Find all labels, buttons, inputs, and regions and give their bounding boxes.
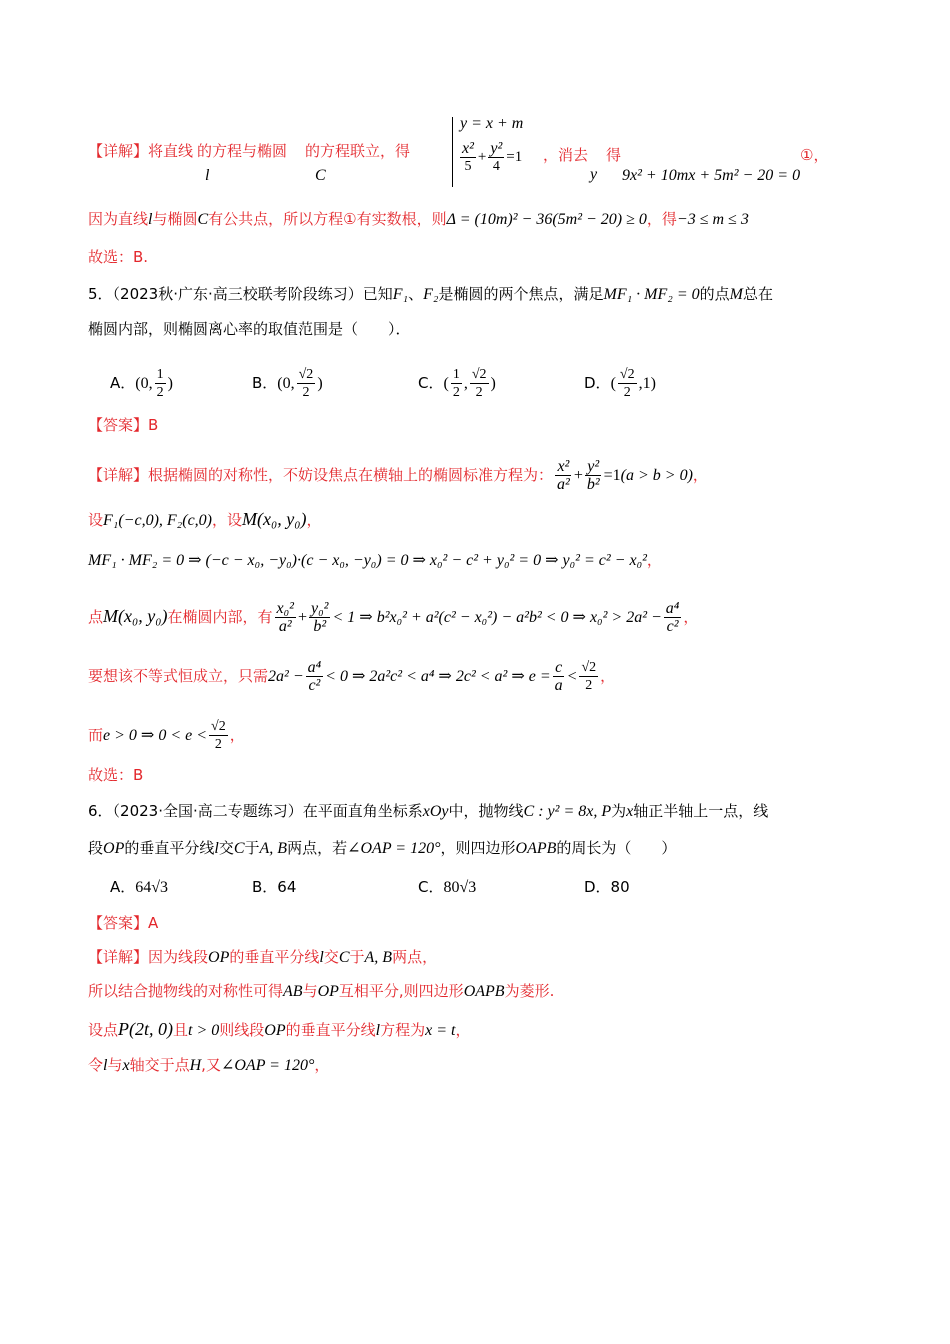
q6-stem-line1: 6．（2023·全国·高二专题练习）在平面直角坐标系xOy中，抛物线C : y² = 8x, P为x轴正半轴上一点，线 bbox=[88, 802, 769, 820]
q5-option-b[interactable]: B．(0, $\frac{√2}{2}$ ) bbox=[252, 367, 323, 400]
q4-var-y: y bbox=[590, 166, 598, 183]
q5-detail-line2: 设F₁(−c,0), F₂(c,0)，设M(x₀, y₀)， bbox=[88, 509, 322, 529]
q4-eliminate: ，消去 得 bbox=[543, 146, 622, 164]
q4-detail-text-c: 的方程联立，得 bbox=[305, 142, 411, 160]
q6-detail-line3: 设点P(2t, 0)且t > 0则线段OP的垂直平分线l方程为x = t， bbox=[88, 1019, 471, 1039]
q4-detail-text-b: 的方程与椭圆 bbox=[197, 142, 288, 160]
q4-line-l: l bbox=[205, 167, 210, 184]
q5-answer: 【答案】B bbox=[88, 416, 159, 434]
q5-detail-line5: 要想该不等式恒成立，只需2a² − $\frac{\text{a⁴}}{\text{c²}}$ < 0 ⇒ 2a²c² < a⁴ ⇒ 2c² < a² ⇒ e = $\frac{c}{a}$ < $\frac{√2}{2}$ ， bbox=[88, 659, 616, 694]
q6-option-c[interactable]: C．80√3 bbox=[418, 878, 477, 896]
q6-option-b[interactable]: B．64 bbox=[252, 878, 297, 896]
q6-stem-line2: 段OP的垂直平分线l交C于A, B两点，若∠OAP = 120°，则四边形OAPB的周长为（ ） bbox=[88, 839, 677, 857]
q5-detail-line6: 而e > 0 ⇒ 0 < e < $\frac{√2}{2}$ ， bbox=[88, 719, 245, 752]
q4-quadratic: 9x² + 10mx + 5m² − 20 = 0 bbox=[622, 167, 801, 184]
q5-choose: 故选：B bbox=[88, 766, 144, 784]
q4-system-eq2: $\frac{\text{x²}}{5}$ + $\frac{\text{y²}}{4}$ =1 bbox=[462, 140, 523, 174]
q6-option-d[interactable]: D．80 bbox=[584, 878, 630, 896]
q5-option-d[interactable]: D．( $\frac{√2}{2}$ ,1) bbox=[584, 367, 656, 400]
q6-option-a[interactable]: A．64√3 bbox=[110, 878, 169, 896]
q6-detail-line1: 【详解】因为线段OP的垂直平分线l交C于A, B两点， bbox=[88, 948, 438, 966]
q5-detail-line4: 点M(x₀, y₀)在椭圆内部，有 $\frac{\text{x₀²}}{\text{a²}}$ + $\frac{\text{y₀²}}{\text{b²}}$ < 1 ⇒ b²x₀² + a²(c² − x₀²) − a²b² < 0 ⇒ x₀² > 2a² − $\frac{\text{a⁴}}{\text{c²}}$ ， bbox=[88, 600, 699, 635]
q4-system-eq1: y = x + m bbox=[460, 115, 524, 132]
q5-option-c[interactable]: C．( $\frac{1}{2}$ , $\frac{√2}{2}$ ) bbox=[418, 367, 496, 400]
q5-stem-line2: 椭圆内部，则椭圆离心率的取值范围是（ ）． bbox=[88, 320, 411, 338]
q4-detail-line1 bbox=[88, 140, 410, 162]
q5-option-a[interactable]: A．(0, $\frac{1}{2}$ ) bbox=[110, 367, 173, 400]
q4-detail-line2: 因为直线l与椭圆C有公共点，所以方程①有实数根，则Δ = (10m)² − 36(5m² − 20) ≥ 0，得−3 ≤ m ≤ 3 bbox=[88, 210, 749, 228]
q4-detail-text: 【详解】将直线 bbox=[88, 142, 194, 160]
q5-stem-line1: 5．（2023秋·广东·高三校联考阶段练习）已知F₁、F₂是椭圆的两个焦点，满足MF₁ · MF₂ = 0的点M总在 bbox=[88, 285, 773, 303]
q5-detail-line1: 【详解】根据椭圆的对称性，不妨设焦点在横轴上的椭圆标准方程为： $\frac{\text{x²}}{\text{a²}}$ + $\frac{\text{y²}}{\text{b²}}$ =1(a > b > 0)， bbox=[88, 458, 708, 493]
q6-detail-line2: 所以结合抛物线的对称性可得AB与OP互相平分,则四边形OAPB为菱形. bbox=[88, 982, 555, 1000]
q4-ellipse-C: C bbox=[315, 167, 326, 184]
q4-choose: 故选：B. bbox=[88, 248, 149, 266]
q5-detail-line3: MF₁ · MF₂ = 0 ⇒ (−c − x₀, −y₀)·(c − x₀, −y₀) = 0 ⇒ x₀² − c² + y₀² = 0 ⇒ y₀² = c² − x₀²， bbox=[88, 551, 662, 569]
q4-circle-one: ①， bbox=[800, 146, 829, 164]
q6-answer: 【答案】A bbox=[88, 914, 159, 932]
q6-detail-line4: 令l与x轴交于点H,又∠OAP = 120°， bbox=[88, 1056, 330, 1074]
